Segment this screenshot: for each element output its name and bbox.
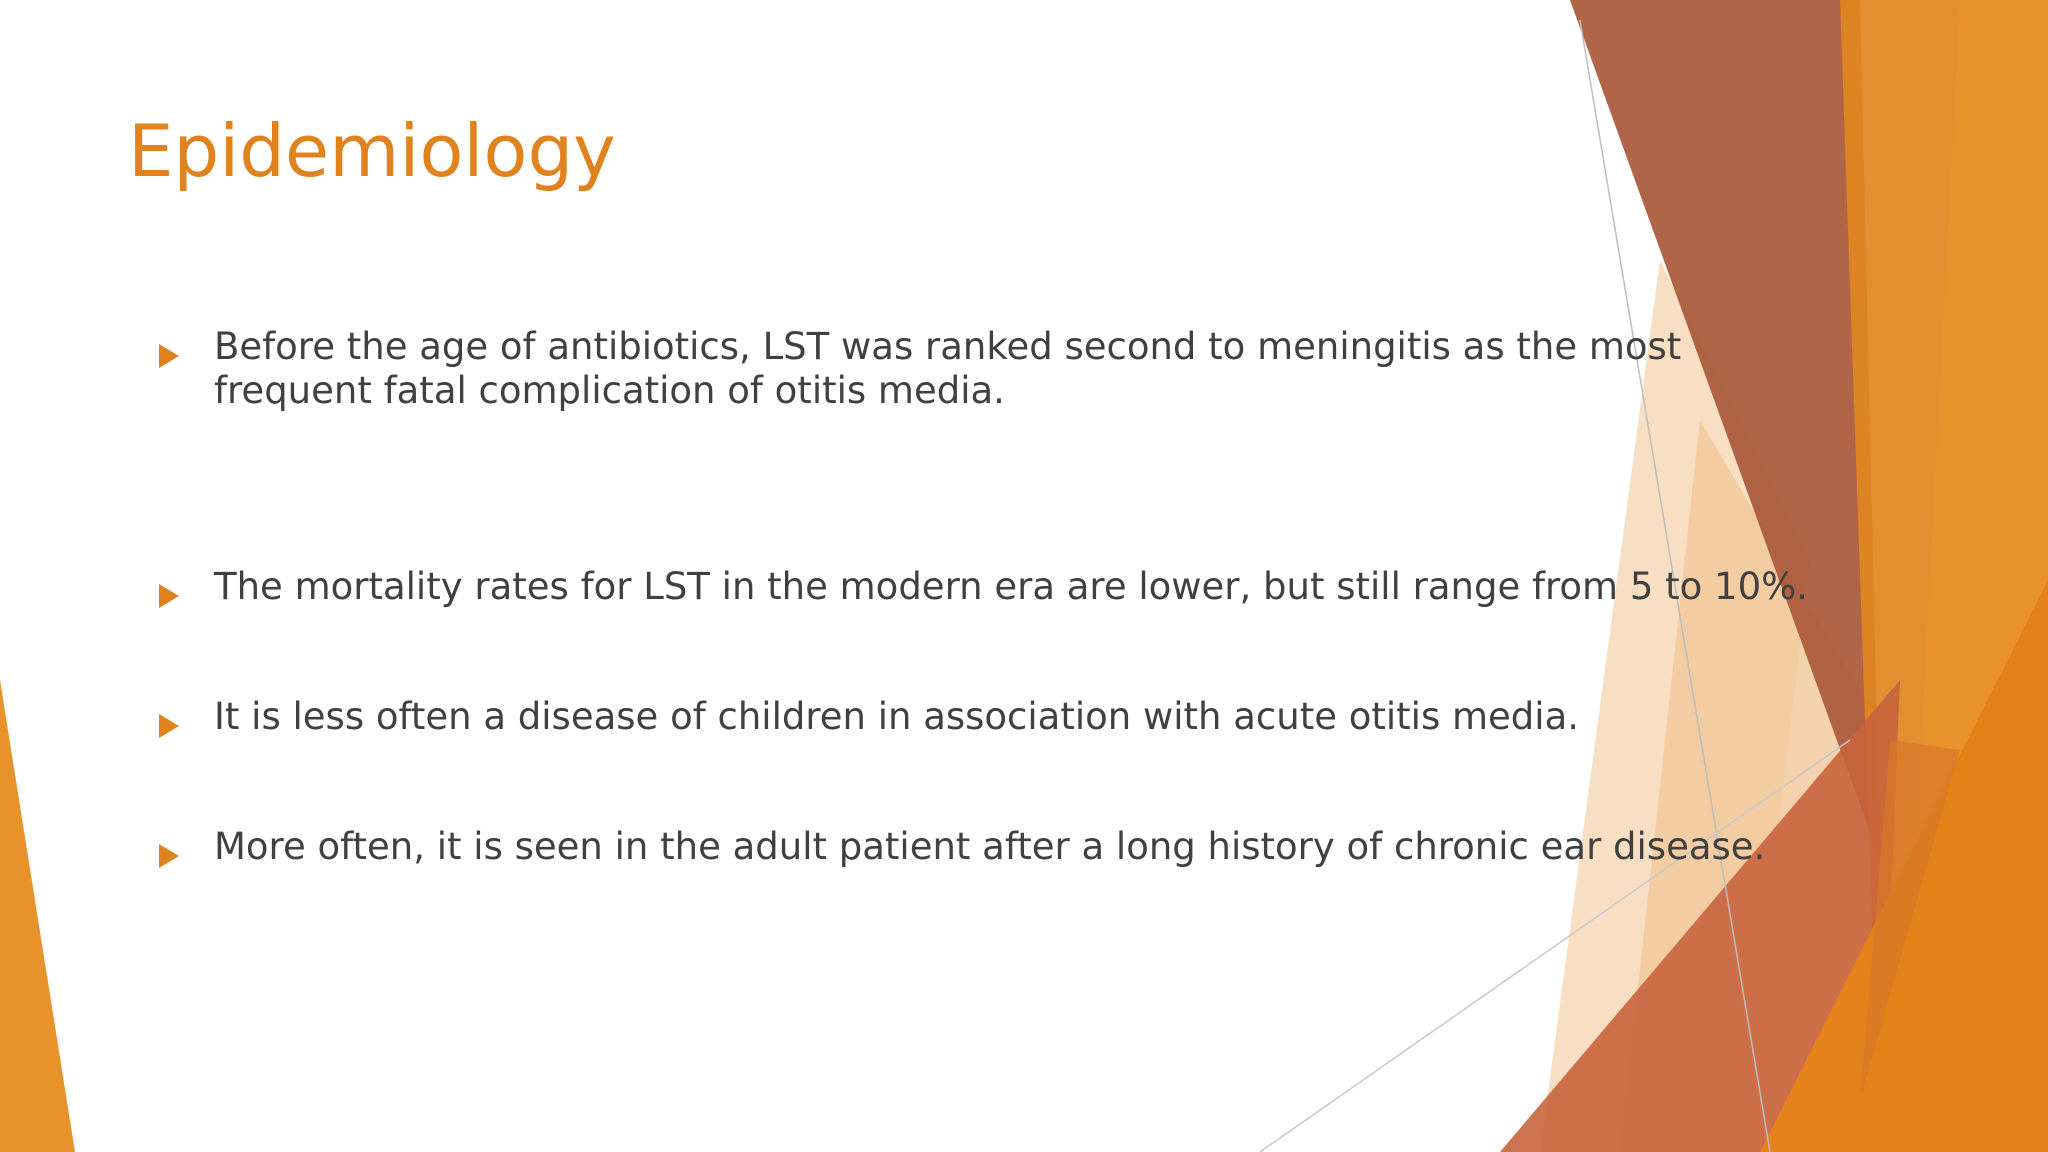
bullet-text: Before the age of antibiotics, LST was ranked second to meningitis as the most frequent fatal complication of otitis media.: [214, 325, 1682, 412]
bullet-text: It is less often a disease of children in association with acute otitis media.: [214, 695, 1580, 738]
bullet-text: The mortality rates for LST in the modern era are lower, but still range from 5 to 10%.: [214, 565, 1809, 608]
left-orange-facet: [0, 680, 75, 1152]
triangle-right-icon: [159, 584, 179, 608]
triangle-right-icon: [159, 344, 179, 368]
slide-title: Epidemiology: [128, 109, 616, 193]
triangle-right-icon: [159, 844, 179, 868]
triangle-right-icon: [159, 714, 179, 738]
bullet-text: More often, it is seen in the adult patient after a long history of chronic ear disease.: [214, 825, 1766, 868]
